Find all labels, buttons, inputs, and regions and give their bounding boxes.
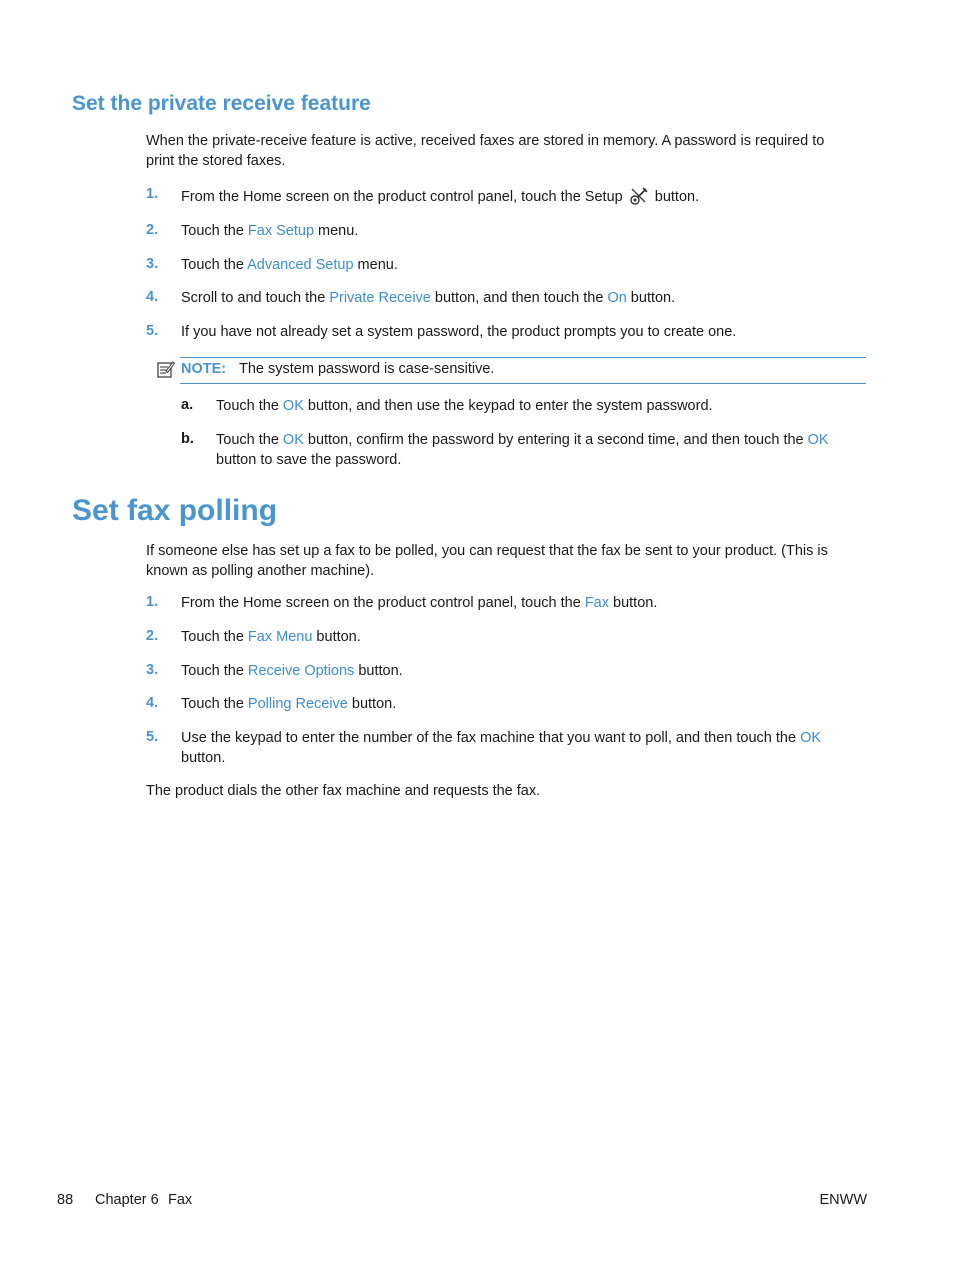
setup-wrench-icon	[629, 186, 649, 206]
step-number: 3.	[146, 256, 159, 272]
step-number: 3.	[146, 662, 159, 678]
private-receive-link[interactable]: Private Receive	[329, 290, 431, 306]
step-number: 4.	[146, 695, 159, 711]
fax-setup-link[interactable]: Fax Setup	[247, 223, 315, 239]
footer-right: ENWW	[819, 1192, 867, 1208]
step-number: 5.	[146, 323, 159, 339]
step-number: 4.	[146, 289, 159, 305]
step-text: Touch the Fax Setup menu.	[181, 223, 359, 239]
section-heading-fax-polling: Set fax polling	[72, 494, 278, 527]
ok-link[interactable]: OK	[282, 398, 304, 414]
step-text: Touch the Fax Menu button.	[181, 629, 361, 645]
step-number: 5.	[146, 729, 159, 745]
footer-chapter-title: Fax	[168, 1192, 193, 1208]
step-number: 1.	[146, 594, 159, 610]
fax-menu-link[interactable]: Fax Menu	[247, 629, 313, 645]
step-number: 1.	[146, 186, 159, 202]
step-text: Use the keypad to enter the number of the fax machine that you want to poll, and then touch the OK button.	[181, 730, 822, 766]
polling-receive-link[interactable]: Polling Receive	[247, 696, 348, 712]
ok-link[interactable]: OK	[800, 730, 822, 746]
receive-options-link[interactable]: Receive Options	[247, 663, 355, 679]
note-pencil-icon	[157, 360, 175, 378]
step-text: Scroll to and touch the Private Receive button, and then touch the On button.	[181, 290, 676, 306]
step-text: If you have not already set a system password, the product prompts you to create one.	[181, 324, 737, 340]
substep-text: Touch the OK button, and then use the keypad to enter the system password.	[216, 398, 713, 414]
footer-chapter: Chapter 6	[95, 1192, 159, 1208]
advanced-setup-link[interactable]: Advanced Setup	[247, 257, 354, 273]
substep-letter: b.	[181, 431, 194, 447]
step-text: Touch the Advanced Setup menu.	[181, 257, 398, 273]
page-number: 88	[57, 1192, 74, 1208]
step-text: From the Home screen on the product control panel, touch the Fax button.	[181, 595, 658, 611]
on-link[interactable]: On	[607, 290, 627, 306]
section-heading-private-receive: Set the private receive feature	[72, 92, 371, 115]
step-number: 2.	[146, 222, 159, 238]
step-text: Touch the Receive Options button.	[181, 663, 403, 679]
section-intro: If someone else has set up a fax to be polled, you can request that the fax be sent to your product. (This is known as polling another machine).	[146, 543, 828, 579]
ok-link[interactable]: OK	[282, 432, 304, 448]
note-label: NOTE:	[181, 361, 227, 377]
note-text: The system password is case-sensitive.	[239, 361, 495, 377]
ok-link[interactable]: OK	[807, 432, 829, 448]
substep-letter: a.	[181, 397, 194, 413]
fax-link[interactable]: Fax	[584, 595, 609, 611]
step-number: 2.	[146, 628, 159, 644]
substep-text: Touch the OK button, confirm the password by entering it a second time, and then touch the OK button to save the password.	[216, 432, 829, 468]
section-intro: When the private-receive feature is active, received faxes are stored in memory. A password is required to print the stored faxes.	[146, 133, 825, 169]
step-text: From the Home screen on the product control panel, touch the Setup button.	[181, 186, 861, 208]
closing-text: The product dials the other fax machine and requests the fax.	[146, 783, 541, 799]
step-text: Touch the Polling Receive button.	[181, 696, 397, 712]
